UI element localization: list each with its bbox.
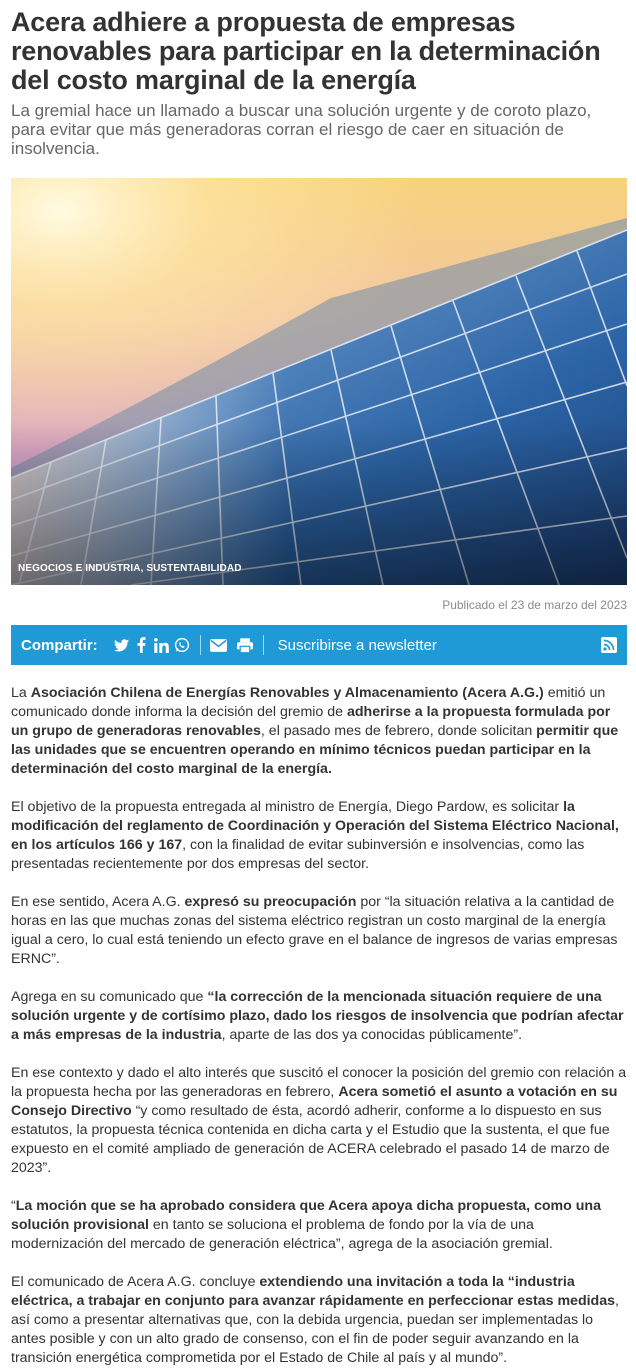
text-run: El comunicado de Acera A.G. concluye — [11, 1274, 260, 1290]
bold-text: Acera sometió el asunto a votación en su Consejo Directivo — [11, 1084, 618, 1119]
rss-icon[interactable] — [601, 637, 617, 653]
solar-panel-photo — [11, 178, 627, 585]
text-run: en tanto se soluciona el problema de fondo por la vía de una modernización del mercado de generación eléctrica”, agrega de la asociación gremial. — [11, 1217, 553, 1252]
text-run: En ese sentido, Acera A.G. — [11, 894, 185, 910]
text-run: “ — [11, 1198, 16, 1214]
bold-text: Asociación Chilena de Energías Renovables y Almacenamiento (Acera A.G.) — [30, 685, 544, 701]
email-icon[interactable] — [209, 635, 229, 655]
text-run: El objetivo de la propuesta entregada al ministro de Energía, Diego Pardow, es solicitar — [11, 799, 564, 815]
twitter-icon[interactable] — [112, 635, 132, 655]
article-subtitle: La gremial hace un llamado a buscar una solución urgente y de coroto plazo, para evitar que más generadoras corran el riesgo de caer en situación de insolvencia. — [11, 101, 592, 158]
share-bar — [11, 625, 627, 665]
share-divider — [263, 635, 264, 655]
text-run: , el pasado mes de febrero, donde solicitan — [260, 723, 537, 739]
text-run: En ese contexto y dado el alto interés que suscitó el conocer la posición del gremio con relación a la propuesta hecha por las generadoras en febrero, — [11, 1065, 627, 1100]
bold-text: extendiendo una invitación a toda la “industria eléctrica, a trabajar en conjunto para avanzar rápidamente en perfeccionar estas medidas — [11, 1274, 616, 1309]
share-label: Compartir: — [21, 636, 98, 654]
text-run: “y como resultado de ésta, acordó adherir, conforme a lo dispuesto en sus estatutos, la propuesta técnica contenida en dicha carta y el Estudio que la sustenta, el que fue expuesto en el comité ampliado de generación de ACERA celebrado el pasado 14 de marzo de 2023”. — [11, 1103, 610, 1176]
linkedin-icon[interactable] — [152, 635, 172, 655]
text-run: , así como a presentar alternativas que, con la debida urgencia, puedan ser implementadas lo antes posible y con un alto grado de consenso, con el fin de poder seguir avanzando en la transición energética comprometida por el Estado de Chile al país y al mundo”. — [11, 1293, 619, 1366]
text-run: La — [11, 685, 31, 701]
bold-text: adherirse a la propuesta formulada por un grupo de generadoras renovables — [11, 704, 611, 739]
hero-image — [11, 178, 627, 585]
whatsapp-icon[interactable] — [172, 635, 192, 655]
bold-text: la modificación del reglamento de Coordinación y Operación del Sistema Eléctrico Nacional, en los artículos 166 y 167 — [11, 799, 619, 853]
bold-text: La moción que se ha aprobado considera que Acera apoya dicha propuesta, como una solución provisional — [11, 1198, 601, 1233]
published-date: Publicado el 23 de marzo del 2023 — [442, 598, 627, 612]
bold-text: expresó su preocupación — [184, 894, 357, 910]
article-paragraph — [11, 1273, 627, 1368]
text-run: , con la finalidad de evitar subinversión e insolvencias, como las presentadas recientemente por dos empresas del sector. — [11, 837, 585, 872]
article-body — [11, 684, 627, 1368]
bold-text: permitir que las unidades que se encuentren operando en mínimo técnicos puedan participar en la determinación del costo marginal de la energía. — [11, 723, 619, 777]
article-paragraph — [11, 988, 627, 1045]
print-icon[interactable] — [235, 635, 255, 655]
text-run: Agrega en su comunicado que — [11, 989, 208, 1005]
article-paragraph — [11, 1197, 627, 1254]
share-divider — [200, 635, 201, 655]
newsletter-link[interactable]: Suscribirse a newsletter — [277, 636, 437, 654]
text-run: , aparte de las dos ya conocidas públicamente”. — [221, 1027, 523, 1043]
bold-text: “la corrección de la mencionada situación requiere de una solución urgente y de cortísimo plazo, dado los riesgos de insolvencia que podrían afectar a más empresas de la industria — [11, 989, 624, 1043]
text-run: emitió un comunicado donde informa la decisión del gremio de — [11, 685, 606, 720]
article-paragraph — [11, 893, 627, 969]
facebook-icon[interactable] — [132, 635, 152, 655]
text-run: por “la situación relativa a la cantidad de horas en las que muchas zonas del sistema eléctrico registran un costo marginal de la energía igual a cero, lo cual está teniendo un efecto grave en el balance de ingresos de varias empresas ERNC”. — [11, 894, 618, 967]
hero-categories[interactable]: NEGOCIOS E INDUSTRIA, SUSTENTABILIDAD — [18, 563, 242, 574]
article-paragraph — [11, 798, 627, 874]
article-paragraph — [11, 1064, 627, 1178]
page-title: Acera adhiere a propuesta de empresas renovables para participar en la determinación del costo marginal de la energía — [11, 7, 601, 95]
article-paragraph — [11, 684, 627, 779]
